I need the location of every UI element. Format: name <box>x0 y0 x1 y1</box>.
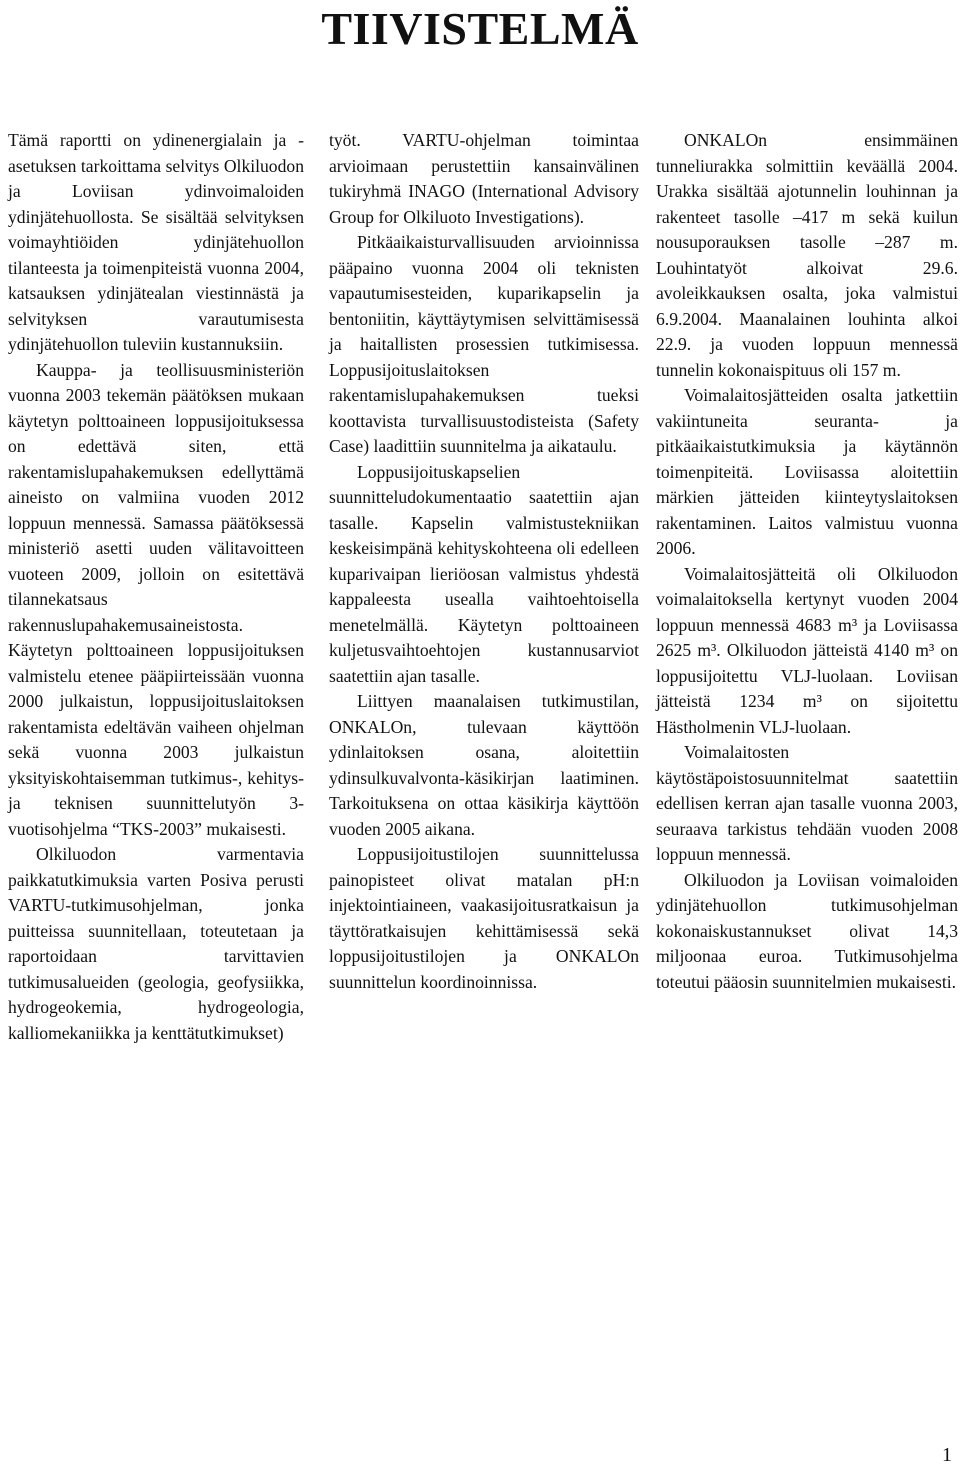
paragraph: Voimalaitosjätteiden osalta jatkettiin vakiintuneita seuranta- ja pitkäaikaistutkimuksia ja käytännön toimenpiteitä. Loviisassa aloitettiin märkien jätteiden kiinteytyslaitoksen rakentaminen. Laitos valmistuu vuonna 2006. <box>656 385 958 558</box>
paragraph: Pitkäaikaisturvallisuuden arvioinnissa pääpaino vuonna 2004 oli teknisten vapautumisesteiden, kuparikapselin ja bentoniitin, käyttäytymisen selvittämisessä ja haitallisten prosessien tutkimisessa. Loppusijoituslaitoksen rakentamislupahakemuksen tueksi koottavista turvallisuustodisteista (Safety Case) laadittiin suunnitelma ja aikataulu. <box>329 232 639 456</box>
paragraph: Loppusijoituskapselien suunnitteludokumentaatio saatettiin ajan tasalle. Kapselin valmistustekniikan keskeisimpänä kehityskohteena oli edelleen kuparivaipan lieriöosan valmistus yhdestä kappaleesta usealla vaihtoehtoisella menetelmällä. Käytetyn polttoaineen kuljetusvaihtoehtojen kustannusarviot saatettiin ajan tasalle. <box>329 461 639 686</box>
paragraph: Liittyen maanalaisen tutkimustilan, ONKALOn, tulevaan käyttöön ydinlaitoksen osana, aloitettiin ydinsulkuvalvonta-käsikirjan laatiminen. Tarkoituksena on ottaa käsikirja käyttöön vuoden 2005 aikana. <box>329 691 639 839</box>
page-title: TIIVISTELMÄ <box>321 3 639 54</box>
paragraph: ONKALOn ensimmäinen tunneliurakka solmittiin keväällä 2004. Urakka sisältää ajotunnelin louhinnan ja rakenteet tasolle –417 m sekä kuilun nousuporauksen tasolle –287 m. Louhintatyöt alkoivat 29.6. avoleikkauksen osalta, joka valmistui 6.9.2004. Maanalainen louhinta alkoi 22.9. ja vuoden loppuun mennessä tunnelin kokonaispituus oli 157 m. <box>656 130 958 380</box>
paragraph: Voimalaitosten käytöstäpoistosuunnitelmat saatettiin edellisen kerran ajan tasalle vuonna 2003, seuraava tarkistus tehdään vuoden 2008 loppuun mennessä. <box>656 742 958 864</box>
paragraph: Loppusijoitustilojen suunnittelussa painopisteet olivat matalan pH:n injektointiaineen, vaakasijoitusratkaisun ja täyttöratkaisujen kehittämisessä sekä loppusijoitustilojen ja ONKALOn suunnittelun koordinoinnissa. <box>329 844 639 992</box>
text-column-1 <box>8 128 304 1046</box>
paragraph: Voimalaitosjätteitä oli Olkiluodon voimalaitoksella kertynyt vuoden 2004 loppuun mennessä 4683 m³ ja Loviisassa 2625 m³. Olkiluodon jätteistä 4140 m³ on loppusijoitettu VLJ-luolaan. Loviisan jätteistä 1234 m³ on sijoitettu Hästholmenin VLJ-luolaan. <box>656 563 958 737</box>
paragraph: Olkiluodon varmentavia paikkatutkimuksia varten Posiva perusti VARTU-tutkimusohjelman, jonka puitteissa suunnitellaan, toteutetaan ja raportoidaan tarvittavien tutkimusalueiden (geologia, geofysiikka, hydrogeokemia, hydrogeologia, kalliomekaniikka ja kenttätutkimukset) <box>8 844 304 1043</box>
page-number: 1 <box>942 1444 952 1466</box>
paragraph: työt. VARTU-ohjelman toimintaa arvioimaan perustettiin kansainvälinen tukiryhmä INAGO (International Advisory Group for Olkiluoto Investigations). <box>329 130 639 227</box>
paragraph: Olkiluodon ja Loviisan voimaloiden ydinjätehuollon tutkimusohjelman kokonaiskustannukset olivat 14,3 miljoonaa euroa. Tutkimusohjelma toteutui pääosin suunnitelmien mukaisesti. <box>656 869 958 992</box>
paragraph: Tämä raportti on ydinenergialain ja -asetuksen tarkoittama selvitys Olkiluodon ja Loviisan ydinvoimaloiden ydinjätehuollosta. Se sisältää selvityksen voimayhtiöiden ydinjätehuollon tilanteesta ja toimenpiteistä vuonna 2004, katsauksen ydinjätealan viestinnästä ja selvityksen varautumisesta ydinjätehuollon tuleviin kustannuksiin. <box>8 130 304 354</box>
text-column-3 <box>656 128 958 995</box>
body-columns <box>8 128 958 1408</box>
paragraph: Kauppa- ja teollisuusministeriön vuonna 2003 tekemän päätöksen mukaan käytetyn polttoaineen loppusijoituksessa on edettävä siten, että rakentamislupahakemuksen edellyttämä aineisto on valmiina vuoden 2012 loppuun mennessä. Samassa päätöksessä ministeriö asetti uuden välitavoitteen vuoteen 2009, jolloin on esitettävä tilannekatsaus rakennuslupahakemusaineistosta. Käytetyn polttoaineen loppusijoituksen valmistelu etenee pääpiirteissään vuonna 2000 julkaistun, loppusijoituslaitoksen rakentamista edeltävän vaiheen ohjelman sekä vuonna 2003 julkaistun yksityiskohtaisemman tutkimus-, kehitys- ja teknisen suunnittelutyön 3-vuotisohjelma “TKS-2003” mukaisesti. <box>8 359 304 839</box>
text-column-2 <box>329 128 639 995</box>
